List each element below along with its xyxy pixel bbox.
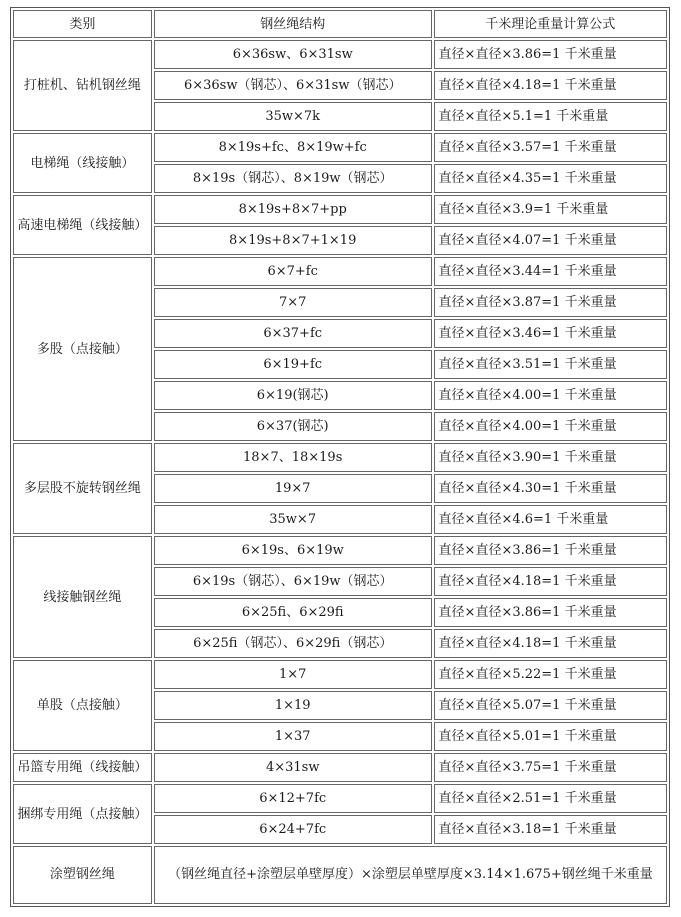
structure-cell: 6×36sw、6×31sw: [154, 40, 432, 69]
formula-cell: 直径×直径×4.18=1 千米重量: [434, 629, 667, 658]
structure-cell: 6×12+7fc: [154, 784, 432, 813]
formula-cell: 直径×直径×3.86=1 千米重量: [434, 40, 667, 69]
structure-cell: 6×19s、6×19w: [154, 536, 432, 565]
category-cell: 电梯绳（线接触）: [13, 133, 152, 193]
formula-cell: 直径×直径×3.9=1 千米重量: [434, 195, 667, 224]
structure-cell: 7×7: [154, 288, 432, 317]
formula-cell: 直径×直径×3.86=1 千米重量: [434, 598, 667, 627]
formula-cell: 直径×直径×3.46=1 千米重量: [434, 319, 667, 348]
category-cell: 线接触钢丝绳: [13, 536, 152, 658]
formula-cell: 直径×直径×4.00=1 千米重量: [434, 381, 667, 410]
formula-cell: 直径×直径×4.6=1 千米重量: [434, 505, 667, 534]
formula-cell: 直径×直径×2.51=1 千米重量: [434, 784, 667, 813]
structure-cell: 6×37(钢芯): [154, 412, 432, 441]
structure-cell: 6×24+7fc: [154, 815, 432, 844]
category-cell: 多层股不旋转钢丝绳: [13, 443, 152, 534]
table-row: [13, 257, 667, 286]
formula-cell: 直径×直径×4.18=1 千米重量: [434, 71, 667, 100]
structure-cell: 35w×7: [154, 505, 432, 534]
table-body: [13, 40, 667, 904]
table-row: [13, 753, 667, 782]
formula-cell: 直径×直径×4.07=1 千米重量: [434, 226, 667, 255]
header-row: [13, 10, 667, 38]
category-cell: 吊篮专用绳（线接触）: [13, 753, 152, 782]
structure-cell: 6×19(钢芯): [154, 381, 432, 410]
category-cell: 捆绑专用绳（点接触）: [13, 784, 152, 844]
category-cell: 涂塑钢丝绳: [13, 846, 152, 904]
structure-cell: 6×25fi（钢芯）、6×29fi（钢芯）: [154, 629, 432, 658]
category-cell: 多股（点接触）: [13, 257, 152, 441]
structure-cell: 1×37: [154, 722, 432, 751]
structure-cell: 1×19: [154, 691, 432, 720]
formula-cell: 直径×直径×3.18=1 千米重量: [434, 815, 667, 844]
formula-cell: 直径×直径×4.30=1 千米重量: [434, 474, 667, 503]
formula-cell: 直径×直径×3.75=1 千米重量: [434, 753, 667, 782]
table-row: [13, 660, 667, 689]
table-row: [13, 195, 667, 224]
structure-cell: 6×37+fc: [154, 319, 432, 348]
table-row: [13, 133, 667, 162]
formula-cell: 直径×直径×5.1=1 千米重量: [434, 102, 667, 131]
formula-cell: 直径×直径×4.35=1 千米重量: [434, 164, 667, 193]
formula-cell: 直径×直径×3.51=1 千米重量: [434, 350, 667, 379]
formula-cell: 直径×直径×4.00=1 千米重量: [434, 412, 667, 441]
table-row: [13, 536, 667, 565]
formula-cell: 直径×直径×5.01=1 千米重量: [434, 722, 667, 751]
header-category: 类别: [13, 10, 152, 38]
structure-cell: 6×7+fc: [154, 257, 432, 286]
coated-formula-cell: （钢丝绳直径+涂塑层单壁厚度）×涂塑层单壁厚度×3.14×1.675+钢丝绳千米重量: [154, 846, 667, 904]
structure-cell: 8×19s（钢芯）、8×19w（钢芯）: [154, 164, 432, 193]
structure-cell: 19×7: [154, 474, 432, 503]
formula-cell: 直径×直径×3.90=1 千米重量: [434, 443, 667, 472]
formula-cell: 直径×直径×3.86=1 千米重量: [434, 536, 667, 565]
structure-cell: 8×19s+8×7+pp: [154, 195, 432, 224]
structure-cell: 1×7: [154, 660, 432, 689]
formula-cell: 直径×直径×5.22=1 千米重量: [434, 660, 667, 689]
formula-cell: 直径×直径×3.44=1 千米重量: [434, 257, 667, 286]
table-row: [13, 443, 667, 472]
formula-cell: 直径×直径×3.57=1 千米重量: [434, 133, 667, 162]
table-row: [13, 784, 667, 813]
structure-cell: 8×19s+fc、8×19w+fc: [154, 133, 432, 162]
table-row: [13, 846, 667, 904]
structure-cell: 8×19s+8×7+1×19: [154, 226, 432, 255]
formula-cell: 直径×直径×3.87=1 千米重量: [434, 288, 667, 317]
table-row: [13, 40, 667, 69]
structure-cell: 35w×7k: [154, 102, 432, 131]
category-cell: 打桩机、钻机钢丝绳: [13, 40, 152, 131]
structure-cell: 6×25fi、6×29fi: [154, 598, 432, 627]
category-cell: 单股（点接触）: [13, 660, 152, 751]
structure-cell: 6×19s（钢芯）、6×19w（钢芯）: [154, 567, 432, 596]
structure-cell: 18×7、18×19s: [154, 443, 432, 472]
formula-cell: 直径×直径×5.07=1 千米重量: [434, 691, 667, 720]
weight-formula-table: [10, 7, 670, 907]
header-structure: 钢丝绳结构: [154, 10, 432, 38]
wire-rope-weight-table: [10, 7, 670, 907]
header-formula: 千米理论重量计算公式: [434, 10, 667, 38]
structure-cell: 6×19+fc: [154, 350, 432, 379]
structure-cell: 6×36sw（钢芯）、6×31sw（钢芯）: [154, 71, 432, 100]
category-cell: 高速电梯绳（线接触）: [13, 195, 152, 255]
structure-cell: 4×31sw: [154, 753, 432, 782]
formula-cell: 直径×直径×4.18=1 千米重量: [434, 567, 667, 596]
